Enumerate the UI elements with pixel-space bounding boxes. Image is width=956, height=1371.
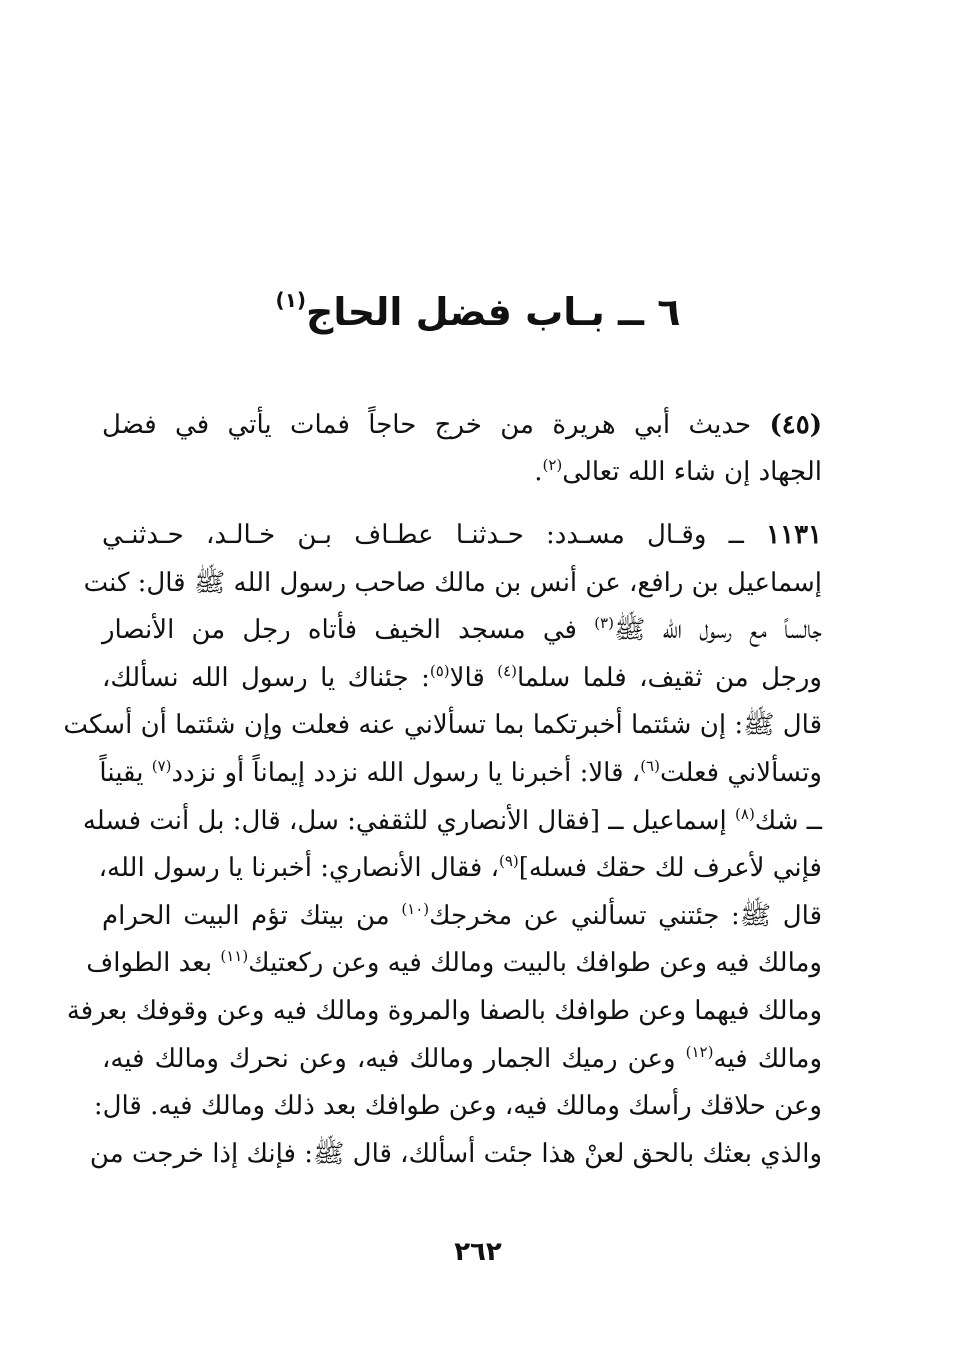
narration-line-text: وعن رميك الجمار ومالك فيه، وعن نحرك ومالك فيه، (102, 1043, 686, 1074)
narration-line-text: قالا (449, 662, 498, 693)
footnote-marker: (١٠) (401, 899, 430, 918)
chapter-footnote-marker: (١) (275, 288, 307, 312)
hadith-line-2-end: . (534, 457, 543, 487)
footnote-marker: (٥) (429, 661, 450, 680)
narration-line (102, 1036, 822, 1084)
narration-line-text: قال ﷺ: جئتني تسألني عن مخرجك (429, 900, 822, 931)
footnote-marker: (٨) (735, 804, 755, 823)
footnote-marker: (٩) (498, 852, 519, 871)
narration-line (63, 702, 822, 750)
narration-line-text: والذي بعثك بالحق لعنْ هذا جئت أسألك، قال ﷺ: فإنك إذا خرجت من (89, 1138, 822, 1169)
footnote-marker: (٣) (594, 614, 614, 633)
narration-paragraph (63, 512, 823, 1178)
narration-line (102, 607, 822, 655)
footnote-marker: (٦) (640, 756, 660, 775)
paragraph-line (102, 402, 822, 449)
narration-line-text: في مسجد الخيف فأتاه رجل من الأنصار (102, 615, 595, 646)
footnote-marker: (٤) (497, 661, 517, 680)
narration-line-text: وعن حلاقك رأسك ومالك فيه، وعن طوافك بعد ذلك ومالك فيه. قال: (93, 1091, 822, 1122)
page-number: ٢٦٢ (454, 1237, 502, 1267)
narration-number: ١١٣١ (766, 520, 823, 550)
narration-line-text: ــ وقـال مسـدد: حـدثنـا عطـاف بـن خـالـد، حـدثنـي (102, 520, 744, 550)
narration-line-text: ومالك فيه (713, 1043, 823, 1074)
narration-line (89, 1131, 822, 1179)
narration-line-text: إسماعيل ــ [فقال الأنصاري للثقفي: سل، قال: بل أنت فسله (82, 805, 736, 836)
narration-line-text: ومالك فيهما وعن طوافك بالصفا والمروة ومالك فيه وعن وقوفك بعرفة (66, 995, 822, 1026)
chapter-heading (120, 282, 836, 342)
narration-line-text: جالساً مع رسول الله ﷺ (613, 615, 822, 646)
narration-line (102, 655, 822, 703)
narration-line-text: وتسألاني فعلت (659, 757, 822, 788)
narration-line-text: يقيناً (99, 757, 152, 788)
narration-line-text: بعد الطواف (86, 948, 221, 979)
hadith-reference-paragraph (102, 402, 822, 496)
chapter-title-text: ٦ ــ بـاب فضل الحاج (306, 290, 681, 334)
narration-line (82, 798, 822, 846)
narration-line (93, 1083, 822, 1131)
narration-line-text: ورجل من ثقيف، فلما سلما (517, 662, 822, 693)
narration-line-text: قال ﷺ: إن شئتما أخبرتكما بما تسألاني عنه فعلت وإن شئتما أن أسكت (63, 710, 822, 741)
narration-line-text: إسماعيل بن رافع، عن أنس بن مالك صاحب رسول الله ﷺ قال: كنت (83, 567, 822, 598)
narration-line (102, 512, 822, 560)
narration-line-text: ومالك فيه وعن طوافك بالبيت ومالك فيه وعن ركعتيك (248, 948, 822, 979)
paragraph-line (102, 449, 822, 496)
narration-line (86, 940, 822, 988)
narration-line-text: ، قالا: أخبرنا يا رسول الله نزدد إيماناً أو نزدد (171, 757, 641, 788)
hadith-line-2: الجهاد إن شاء الله تعالى (562, 457, 822, 487)
narration-line-text: ــ شك (754, 805, 822, 836)
narration-line-text: من بيتك تؤم البيت الحرام (102, 900, 402, 931)
narration-line (102, 893, 822, 941)
narration-line (83, 560, 822, 608)
footnote-marker: (١١) (220, 947, 249, 966)
footnote-marker: (٢) (542, 456, 563, 474)
narration-line (66, 988, 822, 1036)
narration-line (98, 845, 822, 893)
footnote-marker: (٧) (151, 756, 172, 775)
narration-line-text: : جئناك يا رسول الله نسألك، (102, 662, 430, 693)
hadith-line-1: حديث أبي هريرة من خرج حاجاً فمات يأتي في فضل (102, 410, 752, 440)
hadith-number: (٤٥) (769, 410, 823, 440)
narration-line-text: ، فقال الأنصاري: أخبرنا يا رسول الله، (98, 853, 499, 884)
footnote-marker: (١٢) (685, 1042, 714, 1061)
narration-line-text: فإني لأعرف لك حقك فسله] (518, 853, 822, 884)
narration-line (99, 750, 822, 798)
